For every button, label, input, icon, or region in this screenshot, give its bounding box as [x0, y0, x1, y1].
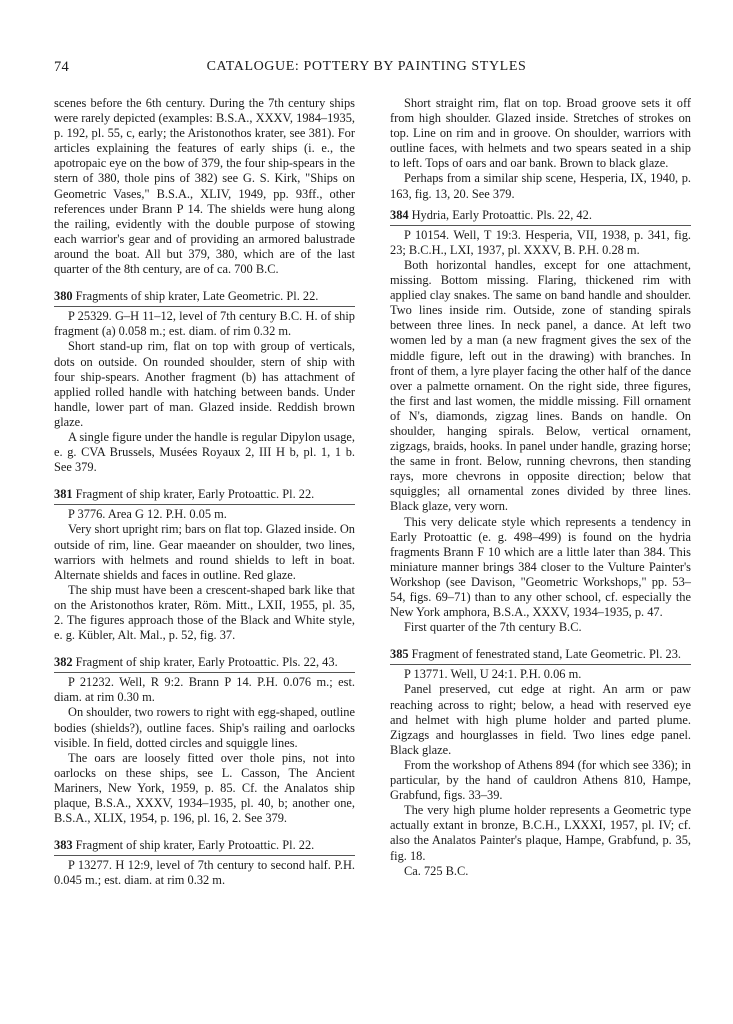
entry-381-rule [54, 504, 355, 505]
entry-384-heading [390, 208, 691, 223]
entry-380-description: Short stand-up rim, flat on top with group of verticals, dots on outside. On rounded shoulder, stern of ship with four ship-spears. Another fragment (b) has attachment of applied rolled handle with hatching between bands. Under handle, lower part of man. Glazed inside. Reddish brown glaze. [54, 339, 355, 429]
entry-384-description: Both horizontal handles, except for one attachment, missing. Bottom missing. Flaring, thickened rim with applied clay snakes. The same on band handle and shoulder. Two lines inside rim. Outside, zone of standing spirals between three lines. In neck panel, a dance. At left two women led by a man (a new fragment gives the sex of the middle figure, left out in the drawing) with branches. In front of them, a lyre player facing the other half of the dance over a palmette ornament. On the right side, three figures, the first and last women, the middle missing. Fill ornament of N's, diamonds, zigzag lines. Bands on handle. On shoulder, hanging spirals. Below, vertical ornament, zigzags, braids, hooks. In panel under handle, grazing horse; the same in front. Below, running chevrons, then standing rays, more chevrons in opposite direction; below that squiggles; all ornamental zones divided by three lines. Black glaze, very worn. [390, 257, 691, 514]
entry-385-meta: P 13771. Well, U 24:1. P.H. 0.06 m. [404, 667, 582, 682]
page-number: 74 [54, 59, 69, 75]
entry-385-note-plume: The very high plume holder represents a Geometric type actually extant in bronze, B.C.H., LXXXI, 1957, pl. IV; cf. also the Analatos Painter's plaque, Hampe, Grabfund, p. 35, fig. 18. [390, 803, 691, 863]
entry-385-description: Panel preserved, cut edge at right. An arm or paw reaching across to right; below, a head with reserved eye and helmet with high plume holder and parted plume. Zigzags and hourglasses in field. Two lines edge panel. Black glaze. [390, 682, 691, 757]
entry-385-title: Fragment of fenestrated stand, Late Geometric. Pl. 23. [411, 647, 682, 662]
entry-383-heading [54, 838, 355, 853]
entry-380-note: A single figure under the handle is regular Dipylon usage, e. g. CVA Brussels, Musées Royaux 2, III H b, pl. 1, 1 b. See 379. [54, 429, 355, 475]
entry-385-heading [390, 647, 691, 662]
entry-380-rule [54, 306, 355, 307]
entry-382-title: Fragment of ship krater, Early Protoattic. Pls. 22, 43. [75, 655, 338, 670]
right-column [390, 96, 691, 879]
entry-380-number: 380 [54, 289, 73, 304]
entry-383-rule [54, 855, 355, 856]
entry-385-date: Ca. 725 B.C. [404, 863, 469, 878]
entry-384-rule [390, 225, 691, 226]
entry-381-title: Fragment of ship krater, Early Protoattic. Pl. 22. [75, 487, 315, 502]
entry-383-number: 383 [54, 838, 73, 853]
entry-381-heading [54, 487, 355, 502]
left-column [54, 96, 355, 889]
entry-382-heading [54, 655, 355, 670]
entry-384-date: First quarter of the 7th century B.C. [404, 620, 582, 635]
entry-380-title: Fragments of ship krater, Late Geometric. Pl. 22. [75, 289, 319, 304]
entry-383-meta: P 13277. H 12:9, level of 7th century to second half. P.H. 0.045 m.; est. diam. at rim 0.32 m. [54, 858, 355, 888]
entry-385-rule [390, 664, 691, 665]
entry-383-note: Perhaps from a similar ship scene, Hesperia, IX, 1940, p. 163, fig. 13, 20. See 379. [390, 171, 691, 201]
entry-384-number: 384 [390, 207, 409, 222]
entry-382-rule [54, 672, 355, 673]
entry-384-note: This very delicate style which represents a tendency in Early Protoattic (e. g. 498–499) is found on the hydria fragments Brann F 10 which are a little later than 384. This miniature manner brings 384 closer to the Vulture Painter's Workshop (see Davison, "Geometric Workshops," pp. 53–54, figs. 69–71) than to any other school, cf. especially the New York amphora, B.S.A., XXXV, 1934–1935, p. 47. [390, 514, 691, 620]
entry-382-note: The oars are loosely fitted over thole pins, not into oarlocks on these ships, see L. Casson, The Ancient Mariners, New York, 1959, p. 85. Cf. the Analatos ship plaque, B.S.A., XXXV, 1934–1935, pl. 40, b; another one, B.S.A., XLIX, 1954, p. 196, pl. 16, 2. See 379. [54, 750, 355, 826]
entry-385-number: 385 [390, 647, 409, 662]
entry-380-meta: P 25329. G–H 11–12, level of 7th century B.C. H. of ship fragment (a) 0.058 m.; est. diam. of rim 0.32 m. [54, 309, 355, 339]
entry-383-description: Short straight rim, flat on top. Broad groove sets it off from high shoulder. Glazed inside. Stretches of strokes on top. Line on rim and in groove. On shoulder, warriors with outline faces, with helmets and two spears seated in a ship to left. Tops of oars and oar bank. Brown to black glaze. [390, 96, 691, 171]
entry-381-note: The ship must have been a crescent-shaped bark like that on the Aristonothos krater, Röm. Mitt., LXII, 1955, pl. 35, 2. The figures approach those of the Black and White style, e. g. Kübler, Alt. Mal., p. 52, fig. 37. [54, 582, 355, 643]
entry-381-meta: P 3776. Area G 12. P.H. 0.05 m. [68, 507, 227, 522]
entry-381-number: 381 [54, 487, 73, 502]
entry-385-note-workshop: From the workshop of Athens 894 (for which see 336); in particular, by the hand of cauldron Athens 810, Hampe, Grabfund, figs. 33–39. [390, 757, 691, 803]
entry-382-description: On shoulder, two rowers to right with egg-shaped, outline bodies (shields?), outline faces. Ship's railing and oarlocks visible. In field, dotted circles and squiggle lines. [54, 705, 355, 750]
entry-384-title: Hydria, Early Protoattic. Pls. 22, 42. [411, 207, 592, 222]
entry-383-title: Fragment of ship krater, Early Protoattic. Pl. 22. [75, 838, 315, 853]
entry-381-description: Very short upright rim; bars on flat top. Glazed inside. On outside of rim, line. Gear maeander on shoulder, two lines, warriors with helmets and round shields to left in boat. Alternate shields and faces in outline. Red glaze. [54, 522, 355, 582]
entry-380-heading [54, 289, 355, 304]
entry-382-meta: P 21232. Well, R 9:2. Brann P 14. P.H. 0.076 m.; est. diam. at rim 0.30 m. [54, 675, 355, 705]
running-title: CATALOGUE: POTTERY BY PAINTING STYLES [206, 59, 527, 74]
intro-paragraph: scenes before the 6th century. During the 7th century ships were rarely depicted (examples: B.S.A., XXXV, 1984–1935, p. 192, pl. 55, c, early; the Aristonothos krater, see 381). For articles explaining the features of early ships (i. e., the apotropaic eye on the bow of 379, the four ship-spears in the stern of 380, thole pins of 382) see G. S. Kirk, "Ships on Geometric Vases," B.S.A., XLIV, 1949, pp. 93ff., other references under Brann P 14. The shields were hung along the railing, evidently with the double purpose of stowing each warrior's gear and of providing an armored balustrade around the boat. All but 379, 380, which are of the last quarter of the 8th century, are of ca. 700 B.C. [54, 96, 355, 277]
entry-384-meta: P 10154. Well, T 19:3. Hesperia, VII, 1938, p. 341, fig. 23; B.C.H., LXI, 1937, pl. XXXV, B. P.H. 0.28 m. [390, 227, 691, 257]
entry-382-number: 382 [54, 655, 73, 670]
page-header [54, 59, 679, 79]
